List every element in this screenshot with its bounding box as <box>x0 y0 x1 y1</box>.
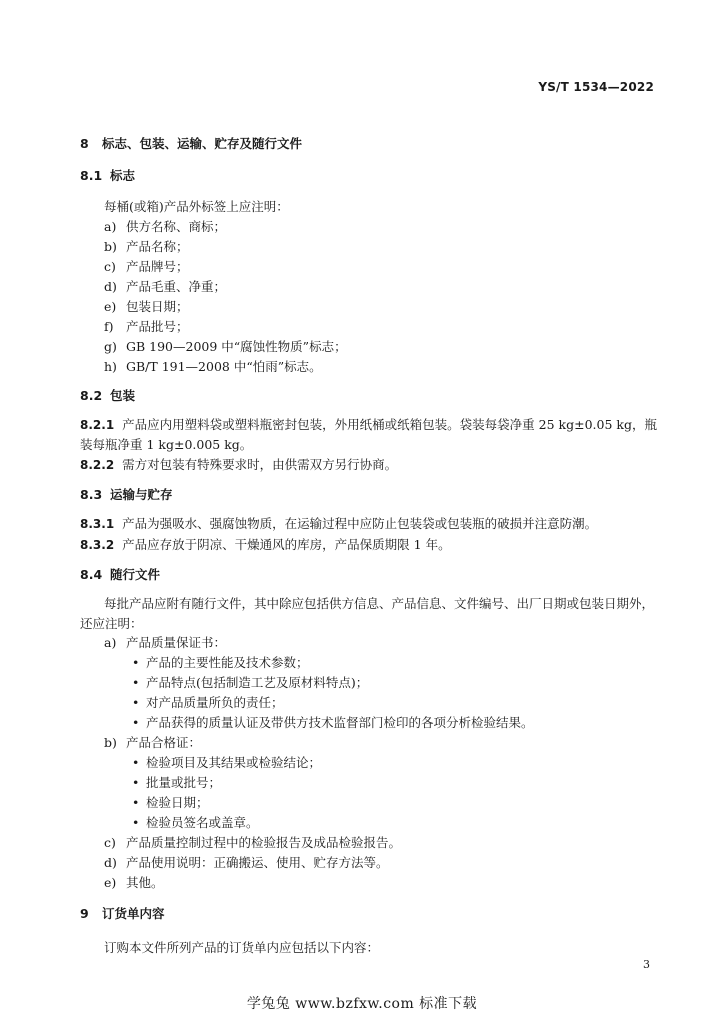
bullet-item: • 产品的主要性能及技术参数； <box>132 655 309 670</box>
section-title: 标志 <box>110 168 136 183</box>
section-8-4-heading <box>80 565 660 585</box>
paragraph: 订购本文件所列产品的订货单内应包括以下内容： <box>104 940 380 955</box>
page-number: 3 <box>643 958 650 971</box>
list-item: g) GB 190—2009 中“腐蚀性物质”标志； <box>104 338 347 354</box>
section-number: 8 <box>80 136 89 151</box>
footer-watermark: 学兔兔 www.bzfxw.com 标准下载 <box>246 996 478 1012</box>
clause-8-2-2: 8.2.2 需方对包装有特殊要求时，由供需双方另行协商。 <box>80 456 398 472</box>
section-title: 订货单内容 <box>102 906 165 921</box>
section-8-heading <box>80 134 660 154</box>
section-number: 9 <box>80 906 89 921</box>
page-content <box>80 134 660 958</box>
list-item: a) 产品质量保证书： <box>104 635 227 650</box>
bullet-item: • 检验员签名或盖章。 <box>132 815 259 830</box>
section-number: 8.1 <box>80 168 103 183</box>
bullet-item: • 产品特点(包括制造工艺及原材料特点)； <box>132 675 369 690</box>
list-item: c) 产品质量控制过程中的检验报告及成品检验报告。 <box>104 835 402 850</box>
clause-8-3-2: 8.3.2 产品应存放于阴凉、干燥通风的库房，产品保质期限 1 年。 <box>80 536 451 552</box>
bullet-item: • 对产品质量所负的责任； <box>132 695 284 710</box>
list-item: f) 产品批号； <box>104 318 189 334</box>
section-8-2-heading <box>80 386 660 406</box>
section-title: 标志、包装、运输、贮存及随行文件 <box>102 136 303 151</box>
bullet-item: • 检验日期； <box>132 795 209 810</box>
section-number: 8.2 <box>80 387 103 403</box>
list-item: e) 包装日期； <box>104 298 189 314</box>
list-item: e) 其他。 <box>104 875 164 890</box>
list-item: c) 产品牌号； <box>104 258 189 274</box>
accompanying-docs-list <box>80 633 660 893</box>
section-8-1-heading <box>80 166 660 186</box>
list-item: a) 供方名称、商标； <box>104 218 227 234</box>
bullet-item: • 检验项目及其结果或检验结论； <box>132 755 322 770</box>
clause-8-2-1: 8.2.1 产品应内用塑料袋或塑料瓶密封包装，外用纸桶或纸箱包装。袋装每袋净重 25 kg±0.05 kg，瓶装每瓶净重 1 kg±0.005 kg。 <box>80 416 657 452</box>
section-number: 8.4 <box>80 567 103 582</box>
list-item: b) 产品名称； <box>104 238 189 254</box>
bullet-item: • 批量或批号； <box>132 775 222 790</box>
section-title: 包装 <box>110 387 136 403</box>
section-title: 随行文件 <box>110 567 161 582</box>
section-9-heading <box>80 904 660 924</box>
paragraph: 每批产品应附有随行文件，其中除应包括供方信息、产品信息、文件编号、出厂日期或包装日期外，还应注明： <box>80 596 655 631</box>
section-number: 8.3 <box>80 487 103 502</box>
list-item: b) 产品合格证： <box>104 735 202 750</box>
clause-8-3-1: 8.3.1 产品为强吸水、强腐蚀物质，在运输过程中应防止包装袋或包装瓶的破损并注意防潮。 <box>80 516 598 531</box>
bullet-item: • 产品获得的质量认证及带供方技术监督部门检印的各项分析检验结果。 <box>132 715 534 730</box>
section-title: 运输与贮存 <box>110 487 173 502</box>
list-item: d) 产品使用说明：正确搬运、使用、贮存方法等。 <box>104 855 389 870</box>
list-item: d) 产品毛重、净重； <box>104 278 227 294</box>
document-code: YS/T 1534—2022 <box>538 80 654 94</box>
paragraph: 每桶(或箱)产品外标签上应注明： <box>104 199 289 214</box>
section-8-3-heading <box>80 485 660 505</box>
marking-list <box>80 217 660 377</box>
list-item: h) GB/T 191—2008 中“怕雨”标志。 <box>104 358 322 374</box>
